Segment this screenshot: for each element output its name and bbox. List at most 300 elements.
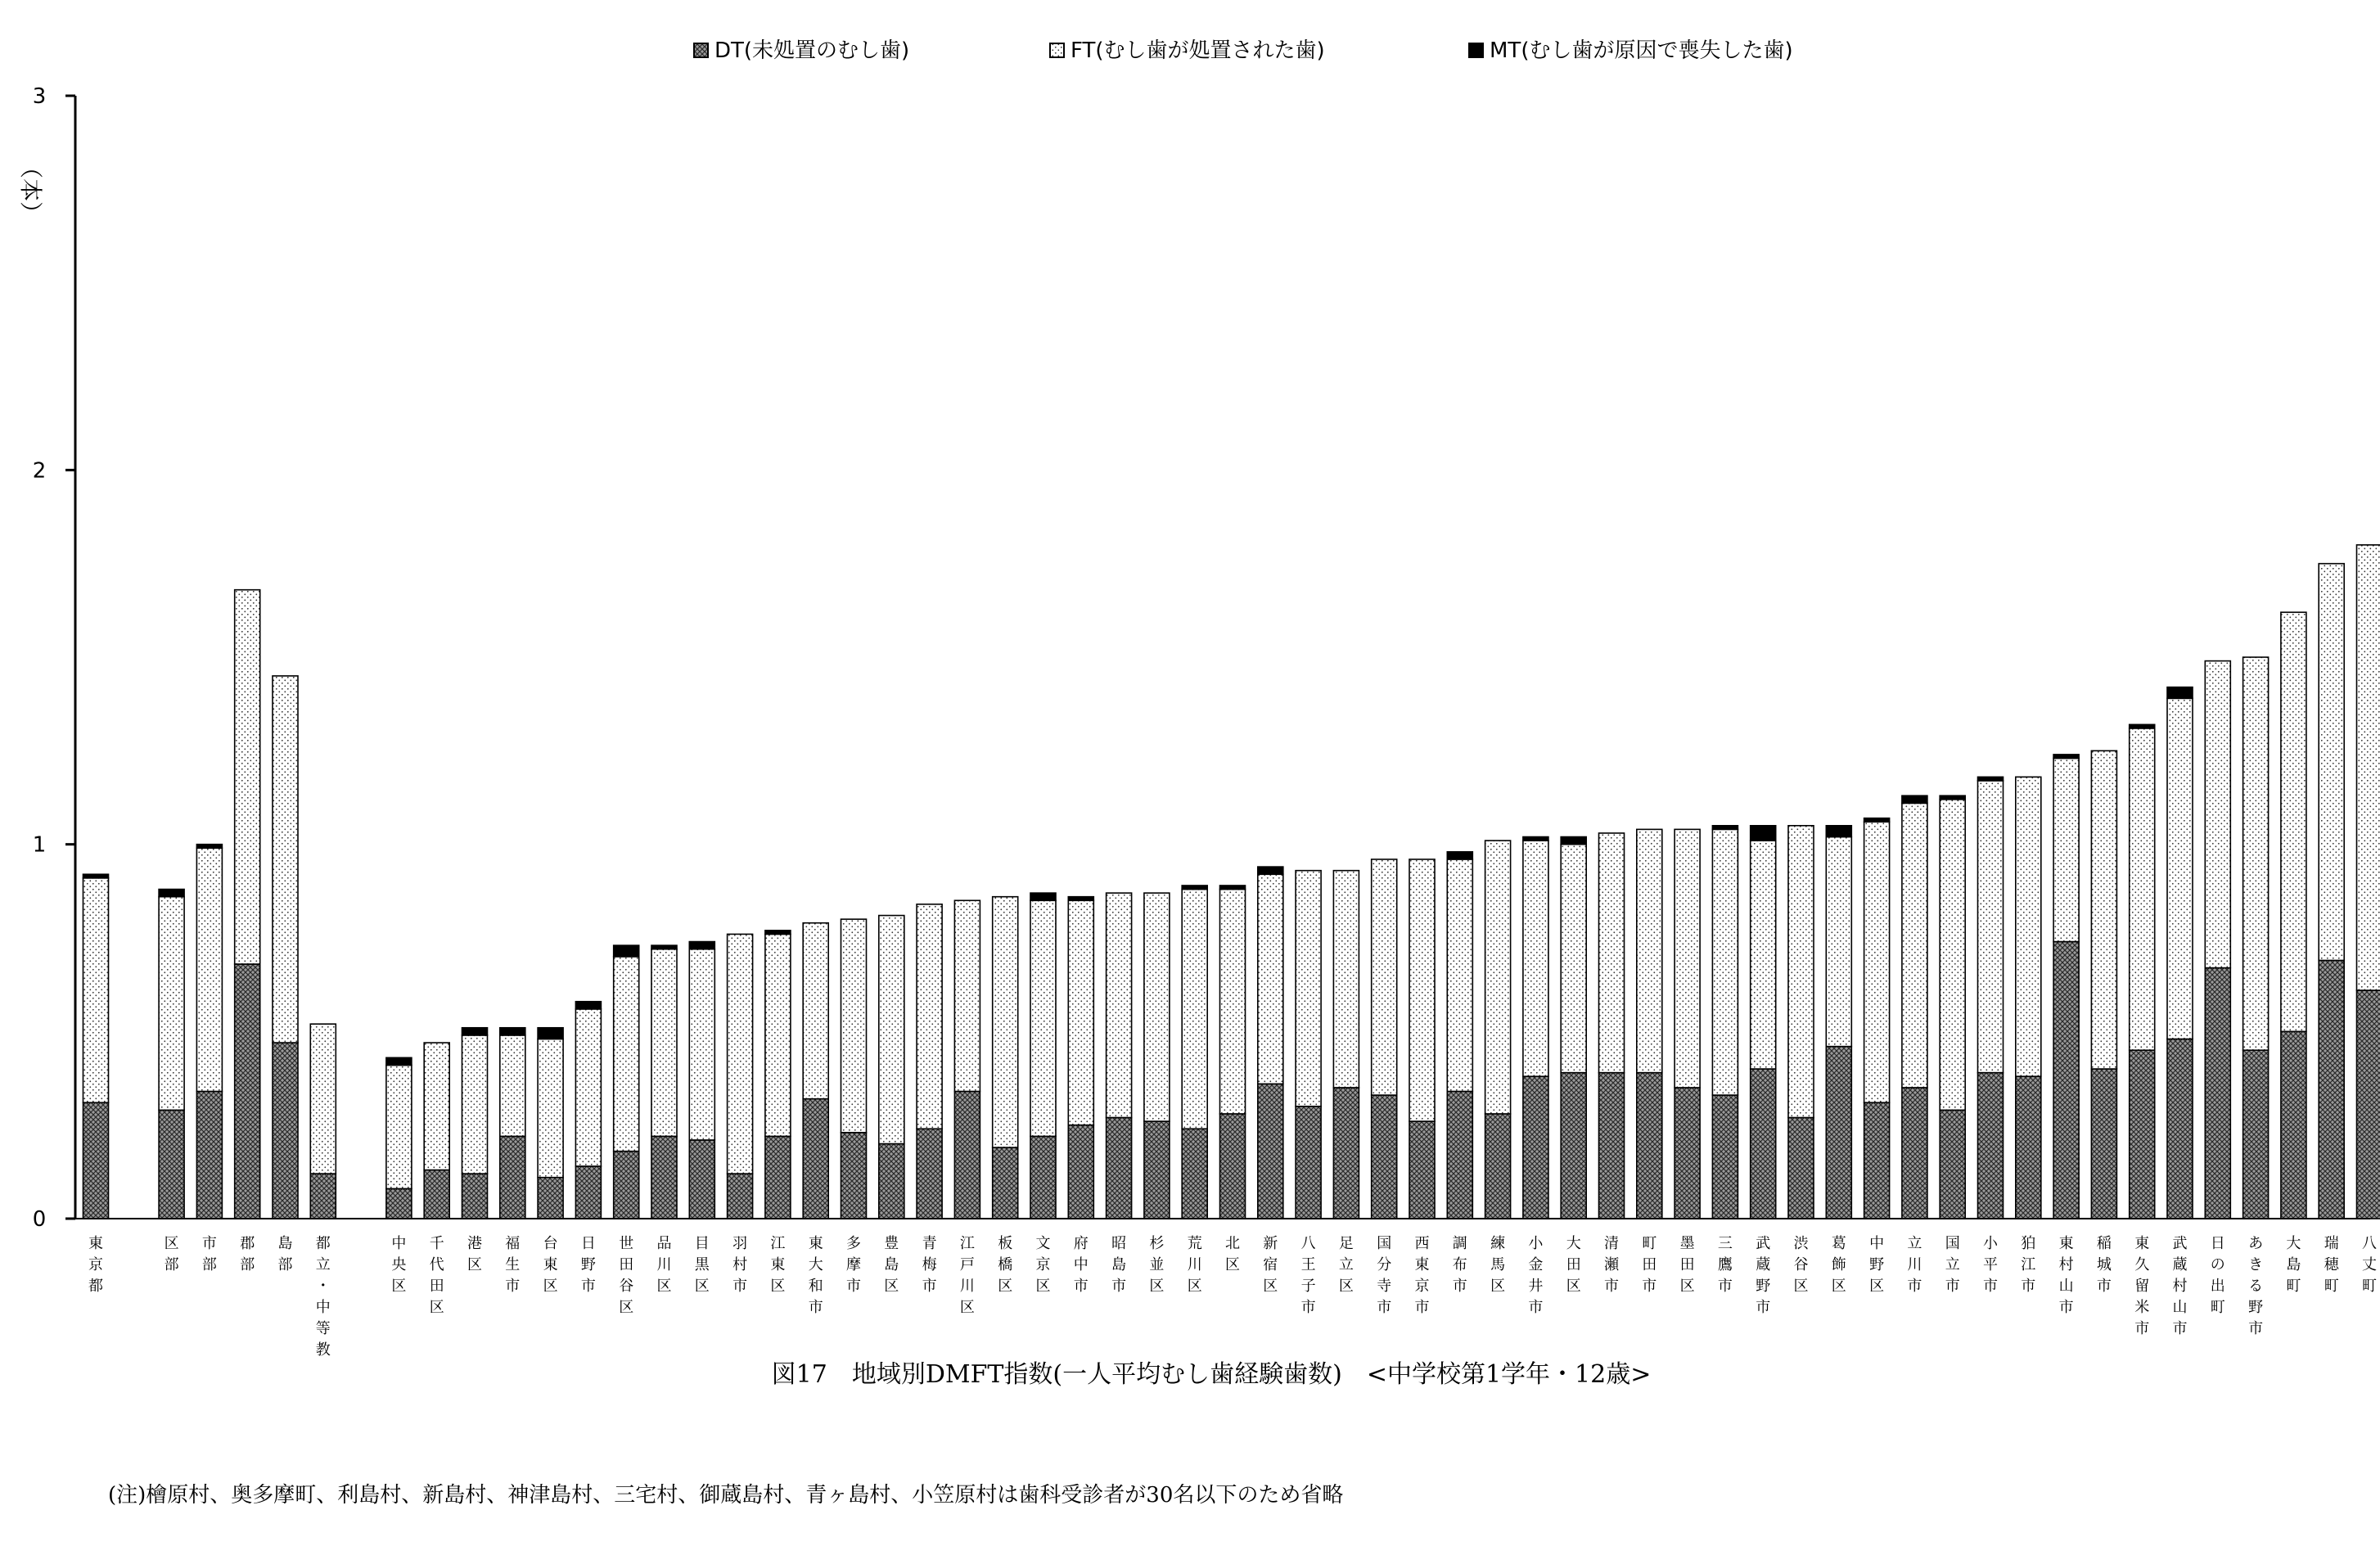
bar-segment-ft	[1107, 893, 1132, 1117]
bar-八丈町	[2357, 545, 2380, 1219]
bar-小平市	[1978, 777, 2004, 1219]
bar-segment-dt	[273, 1043, 298, 1219]
category-label-char: 東	[88, 1235, 103, 1252]
category-label-char: 摩	[846, 1256, 861, 1273]
category-label	[1490, 1235, 1505, 1295]
bar-立川市	[1902, 796, 1927, 1219]
category-label	[1188, 1235, 1202, 1295]
bar-segment-dt	[1561, 1073, 1586, 1219]
category-label-char: 区	[1869, 1278, 1885, 1295]
category-label-char: 市	[2058, 1299, 2074, 1316]
legend-item-ft	[1050, 38, 1325, 63]
legend-label: DT(未処置のむし歯)	[714, 38, 910, 63]
category-label-char: 市	[2134, 1320, 2150, 1337]
bar-segment-dt	[2243, 1050, 2269, 1219]
category-label-char: 央	[391, 1256, 407, 1273]
category-label-char: の	[2210, 1256, 2225, 1273]
bar-segment-dt	[728, 1174, 753, 1219]
legend-swatch	[1050, 43, 1064, 57]
category-label-char: 市	[732, 1278, 748, 1295]
y-axis-unit: （本）	[17, 155, 44, 225]
bar-segment-dt	[424, 1170, 449, 1219]
bar-市部	[196, 845, 222, 1219]
bar-小金井市	[1523, 837, 1548, 1219]
category-label-char: 東	[543, 1256, 558, 1273]
bar-segment-dt	[1220, 1114, 1246, 1219]
category-label-char: 東	[2058, 1235, 2074, 1252]
bar-武蔵野市	[1751, 826, 1776, 1219]
bar-清瀬市	[1599, 833, 1625, 1219]
bar-segment-ft	[1182, 890, 1207, 1129]
bar-江戸川区	[954, 900, 980, 1219]
bar-千代田区	[424, 1043, 449, 1219]
bar-segment-dt	[1296, 1107, 1321, 1219]
bar-segment-ft	[2016, 777, 2041, 1076]
bar-segment-ft	[1372, 859, 1397, 1095]
bar-segment-dt	[538, 1178, 563, 1219]
category-label-char: 大	[2286, 1235, 2301, 1252]
bar-島部	[273, 676, 298, 1219]
category-label-char: 国	[1945, 1235, 1960, 1252]
bar-調布市	[1447, 852, 1472, 1219]
bar-昭島市	[1107, 893, 1132, 1219]
bar-segment-dt	[1068, 1125, 1093, 1219]
bar-segment-ft	[575, 1009, 601, 1166]
category-label-char: 市	[1414, 1299, 1430, 1316]
bar-新宿区	[1258, 867, 1283, 1219]
category-label	[1907, 1235, 1922, 1295]
category-label-char: 区	[1679, 1278, 1695, 1295]
category-label-char: 王	[1300, 1256, 1316, 1273]
category-label	[2362, 1235, 2377, 1295]
bar-武蔵村山市	[2167, 687, 2193, 1219]
category-label-char: 和	[808, 1278, 823, 1295]
bar-segment-dt	[462, 1174, 488, 1219]
legend-swatch	[1469, 43, 1483, 57]
bar-segment-ft	[651, 949, 677, 1137]
category-label	[1945, 1235, 1960, 1295]
bar-目黒区	[689, 942, 714, 1219]
category-label-char: 市	[505, 1278, 521, 1295]
chart-title: 図17 地域別DMFT指数(一人平均むし歯経験歯数) <中学校第1学年・12歳>	[771, 1360, 1652, 1389]
bar-segment-dt	[1182, 1129, 1207, 1219]
category-label-char: 島	[2286, 1256, 2301, 1273]
bar-segment-mt	[689, 942, 714, 949]
bar-segment-ft	[2357, 545, 2380, 990]
category-label-char: 足	[1338, 1235, 1354, 1252]
category-label-char: 東	[770, 1256, 786, 1273]
category-label	[1074, 1235, 1089, 1295]
bar-府中市	[1068, 897, 1093, 1219]
category-label-char: 出	[2210, 1278, 2225, 1295]
bar-segment-mt	[765, 931, 791, 935]
bar-segment-ft	[159, 897, 184, 1111]
bar-segment-ft	[1675, 829, 1700, 1088]
category-label-char: 区	[1566, 1278, 1581, 1295]
bar-荒川区	[1182, 886, 1207, 1219]
category-label-char: 区	[1187, 1278, 1202, 1295]
category-label	[1415, 1235, 1430, 1316]
category-label	[88, 1235, 103, 1295]
category-label	[467, 1235, 482, 1273]
category-label-char: 区	[543, 1278, 558, 1295]
legend	[694, 38, 1793, 63]
category-label-char: 田	[1566, 1256, 1581, 1273]
category-label	[1453, 1235, 1467, 1295]
category-label	[2134, 1235, 2149, 1337]
category-label-char: 市	[2248, 1320, 2264, 1337]
category-label-char: る	[2248, 1278, 2264, 1295]
bar-豊島区	[879, 916, 904, 1219]
bar-segment-ft	[2319, 564, 2344, 961]
bar-segment-mt	[1220, 886, 1246, 890]
category-label	[1111, 1235, 1126, 1295]
bar-segment-mt	[1447, 852, 1472, 859]
bar-墨田区	[1675, 829, 1700, 1219]
category-label	[1869, 1235, 1884, 1295]
category-label-char: 区	[164, 1235, 179, 1252]
bar-segment-ft	[1902, 803, 1927, 1088]
category-label-char: 多	[846, 1235, 861, 1252]
bar-segment-ft	[728, 934, 753, 1174]
category-label-char: 村	[2058, 1256, 2074, 1273]
category-label-char: 区	[1338, 1278, 1354, 1295]
category-label-char: 羽	[732, 1235, 748, 1252]
category-label	[430, 1235, 444, 1316]
bar-稲城市	[2091, 750, 2116, 1219]
bar-練馬区	[1485, 841, 1511, 1219]
category-label-char: 江	[2021, 1256, 2036, 1273]
category-label-char: 野	[1869, 1256, 1885, 1273]
bar-segment-ft	[1978, 781, 2004, 1073]
category-label-char: 島	[1111, 1256, 1127, 1273]
category-label-char: 台	[543, 1235, 558, 1252]
bar-segment-dt	[651, 1136, 677, 1219]
bar-segment-ft	[1826, 837, 1851, 1047]
bar-segment-ft	[1144, 893, 1170, 1121]
bar-segment-ft	[462, 1035, 488, 1174]
bar-segment-dt	[1599, 1073, 1625, 1219]
category-label	[1377, 1235, 1391, 1316]
category-label-char: 中	[391, 1235, 407, 1252]
category-label	[1604, 1235, 1620, 1295]
bar-segment-dt	[1030, 1136, 1056, 1219]
bar-羽村市	[728, 934, 753, 1219]
category-label	[1680, 1235, 1695, 1295]
category-label-char: 東	[2134, 1235, 2150, 1252]
category-label-char: 区	[429, 1299, 444, 1316]
category-label-char: 中	[1869, 1235, 1885, 1252]
category-label	[998, 1235, 1012, 1295]
category-label-char: 墨	[1679, 1235, 1695, 1252]
category-label	[581, 1235, 596, 1295]
bar-segment-ft	[386, 1065, 412, 1188]
bar-segment-ft	[2243, 657, 2269, 1050]
bar-segment-dt	[2167, 1039, 2193, 1219]
legend-label: FT(むし歯が処置された歯)	[1071, 38, 1325, 63]
category-label	[732, 1235, 747, 1295]
category-label-char: 野	[580, 1256, 596, 1273]
category-label-char: 村	[2172, 1278, 2188, 1295]
category-label-char: 日	[2210, 1235, 2225, 1252]
category-label-char: 区	[1035, 1278, 1051, 1295]
category-label	[2324, 1235, 2340, 1295]
category-label-char: 川	[1187, 1256, 1202, 1273]
bar-segment-ft	[1712, 829, 1738, 1095]
bar-segment-mt	[538, 1028, 563, 1039]
category-label-char: 小	[1528, 1235, 1544, 1252]
category-label	[1794, 1235, 1810, 1295]
bar-segment-mt	[2130, 724, 2155, 728]
y-tick-label: 1	[32, 832, 47, 858]
bar-segment-mt	[1523, 837, 1548, 841]
bar-segment-ft	[310, 1024, 336, 1174]
category-label-char: 田	[1642, 1256, 1657, 1273]
bar-segment-dt	[83, 1102, 109, 1219]
category-label-char: 部	[201, 1256, 217, 1273]
bar-segment-dt	[159, 1110, 184, 1219]
category-label	[543, 1235, 558, 1295]
category-label	[657, 1235, 672, 1295]
bar-segment-ft	[2167, 698, 2193, 1039]
bar-多摩市	[841, 919, 867, 1219]
category-label-char: 都	[315, 1235, 331, 1252]
category-label-char: 市	[1377, 1299, 1392, 1316]
category-label-char: 東	[1414, 1256, 1430, 1273]
category-label-char: 瀬	[1604, 1256, 1619, 1273]
bar-segment-mt	[1940, 796, 1965, 800]
bar-segment-dt	[575, 1166, 601, 1219]
category-label	[846, 1235, 861, 1295]
bar-segment-ft	[196, 848, 222, 1091]
bar-segment-dt	[2319, 960, 2344, 1219]
bar-segment-ft	[614, 957, 639, 1152]
category-label-char: 部	[164, 1256, 179, 1273]
category-label-char: 川	[1907, 1256, 1922, 1273]
category-label-char: 馬	[1490, 1256, 1506, 1273]
category-label-char: 飾	[1831, 1256, 1846, 1273]
bar-segment-dt	[2357, 990, 2380, 1219]
category-label-char: 区	[391, 1278, 407, 1295]
category-label-char: 京	[88, 1256, 103, 1273]
category-label-char: 町	[2286, 1278, 2301, 1295]
category-label-char: 荒	[1187, 1235, 1202, 1252]
bar-segment-ft	[1258, 874, 1283, 1084]
bar-segment-mt	[159, 890, 184, 897]
bar-中野区	[1864, 818, 1890, 1219]
category-label	[1832, 1235, 1846, 1295]
bar-segment-ft	[2205, 661, 2230, 968]
category-label	[884, 1235, 899, 1295]
bar-segment-dt	[1826, 1047, 1851, 1219]
bar-segment-ft	[1409, 859, 1435, 1121]
bar-segment-mt	[1978, 777, 2004, 781]
bar-segment-dt	[841, 1133, 867, 1219]
bar-八王子市	[1296, 871, 1321, 1219]
bar-大田区	[1561, 837, 1586, 1219]
category-label-char: 瑞	[2324, 1235, 2339, 1252]
bar-町田市	[1637, 829, 1662, 1219]
category-label-char: 谷	[1793, 1256, 1809, 1273]
category-label-char: 区	[1263, 1278, 1278, 1295]
category-label-char: 都	[88, 1278, 103, 1295]
bar-segment-ft	[1220, 890, 1246, 1114]
category-label	[1642, 1235, 1657, 1295]
category-label-char: 市	[1756, 1299, 1771, 1316]
category-label-char: 武	[2172, 1235, 2188, 1252]
category-label	[619, 1235, 633, 1316]
category-label	[1756, 1235, 1770, 1316]
category-label-char: 市	[808, 1299, 823, 1316]
category-label-char: 区	[694, 1278, 710, 1295]
legend-swatch	[694, 43, 708, 57]
bar-東大和市	[803, 923, 828, 1219]
bar-segment-dt	[954, 1092, 980, 1219]
category-label	[240, 1235, 255, 1273]
category-label	[1528, 1235, 1544, 1316]
bar-東村山市	[2053, 755, 2079, 1219]
category-label-char: 部	[277, 1256, 293, 1273]
bar-segment-mt	[1864, 818, 1890, 823]
category-label-char: 日	[580, 1235, 596, 1252]
bar-segment-dt	[1788, 1118, 1814, 1219]
category-label-char: 小	[1983, 1235, 1998, 1252]
bar-segment-mt	[1561, 837, 1586, 845]
category-label-char: 市	[922, 1278, 937, 1295]
category-label	[2248, 1235, 2263, 1337]
bar-segment-dt	[2205, 968, 2230, 1219]
category-label-char: 北	[1225, 1235, 1240, 1252]
bar-狛江市	[2016, 777, 2041, 1219]
category-label-char: 市	[846, 1278, 861, 1295]
category-label-char: 豊	[884, 1235, 899, 1252]
footnote: (注)檜原村、奥多摩町、利島村、新島村、神津島村、三宅村、御蔵島村、青ヶ島村、小笠原村は歯科受診者が30名以下のため省略	[108, 1483, 1344, 1508]
category-label	[2173, 1235, 2188, 1337]
category-label-char: 戸	[959, 1256, 975, 1273]
category-label-char: 市	[1642, 1278, 1657, 1295]
bar-segment-mt	[1030, 893, 1056, 900]
category-label-char: 中	[1073, 1256, 1089, 1273]
legend-item-dt	[694, 38, 909, 63]
category-label	[202, 1235, 217, 1273]
bar-segment-mt	[651, 945, 677, 949]
bar-segment-ft	[993, 897, 1018, 1147]
category-label	[1339, 1235, 1354, 1295]
bar-segment-mt	[1182, 886, 1207, 890]
category-label-char: 新	[1263, 1235, 1278, 1252]
category-label	[278, 1235, 293, 1273]
category-label-char: 武	[1756, 1235, 1771, 1252]
bar-segment-dt	[689, 1140, 714, 1219]
category-label-char: 川	[959, 1278, 975, 1295]
category-label	[2211, 1235, 2225, 1316]
category-label-char: 区	[1149, 1278, 1165, 1295]
bar-中央区	[386, 1057, 412, 1219]
bar-台東区	[538, 1028, 563, 1219]
category-label-char: 昭	[1111, 1235, 1127, 1252]
bar-segment-dt	[1637, 1073, 1662, 1219]
bar-segment-mt	[196, 845, 222, 849]
bar-北区	[1220, 886, 1246, 1219]
bar-segment-mt	[1068, 897, 1093, 901]
bar-segment-dt	[1978, 1073, 2004, 1219]
bar-segment-dt	[1372, 1095, 1397, 1219]
bar-segment-mt	[614, 945, 639, 957]
bar-国分寺市	[1372, 859, 1397, 1219]
category-label-char: 調	[1452, 1235, 1467, 1252]
category-label-char: 谷	[619, 1278, 634, 1295]
bar-大島町	[2281, 612, 2306, 1219]
bar-segment-dt	[2091, 1069, 2116, 1219]
bar-segment-ft	[1030, 900, 1056, 1136]
bar-segment-dt	[1864, 1102, 1890, 1219]
bar-segment-dt	[235, 964, 260, 1219]
category-label-char: 教	[315, 1341, 331, 1359]
category-label	[770, 1235, 785, 1295]
category-label-char: 田	[429, 1278, 444, 1295]
category-label-char: 区	[998, 1278, 1013, 1295]
category-label-char: 丈	[2362, 1256, 2377, 1273]
bar-segment-ft	[235, 590, 260, 964]
category-label-char: 町	[2210, 1299, 2225, 1316]
bar-三鷹市	[1712, 826, 1738, 1219]
category-label	[505, 1235, 520, 1295]
bar-segment-ft	[1637, 829, 1662, 1072]
category-label-char: 市	[580, 1278, 596, 1295]
category-label	[809, 1235, 823, 1316]
bar-西東京市	[1409, 859, 1435, 1219]
bar-日の出町	[2205, 661, 2230, 1219]
category-label-char: 江	[959, 1235, 975, 1252]
bar-文京区	[1030, 893, 1056, 1219]
category-label-char: あ	[2248, 1235, 2264, 1252]
category-label-char: 区	[467, 1256, 482, 1273]
bar-segment-ft	[1599, 833, 1625, 1073]
category-label-char: ・	[315, 1278, 331, 1295]
category-label-char: 東	[808, 1235, 823, 1252]
category-label-char: 中	[315, 1299, 331, 1316]
bar-segment-ft	[1068, 900, 1093, 1125]
bar-segment-dt	[1485, 1114, 1511, 1219]
bar-品川区	[651, 945, 677, 1219]
category-label-char: 井	[1528, 1278, 1544, 1295]
category-label-char: 田	[1679, 1256, 1695, 1273]
category-label-char: 八	[2362, 1235, 2377, 1252]
bar-segment-ft	[424, 1043, 449, 1170]
bar-segment-dt	[993, 1147, 1018, 1219]
category-label-char: 立	[1945, 1256, 1960, 1273]
category-label-char: 京	[1035, 1256, 1051, 1273]
bar-日野市	[575, 1002, 601, 1219]
category-label	[1263, 1235, 1278, 1295]
bar-segment-mt	[1258, 867, 1283, 874]
bar-segment-mt	[462, 1028, 488, 1035]
category-label	[1718, 1235, 1733, 1295]
bar-segment-ft	[954, 900, 980, 1091]
category-label-char: 大	[808, 1256, 823, 1273]
bar-segment-ft	[500, 1035, 525, 1136]
bar-segment-ft	[803, 923, 828, 1099]
category-label-char: 橋	[998, 1256, 1013, 1273]
category-label-char: 福	[505, 1235, 521, 1252]
bar-東京都	[83, 874, 109, 1219]
y-tick-label: 2	[32, 458, 47, 484]
category-label-char: 郡	[240, 1235, 255, 1252]
category-label-char: 田	[619, 1256, 634, 1273]
category-label-char: 野	[2248, 1299, 2264, 1316]
category-label-char: 市	[1111, 1278, 1127, 1295]
category-label-char: 世	[619, 1235, 634, 1252]
